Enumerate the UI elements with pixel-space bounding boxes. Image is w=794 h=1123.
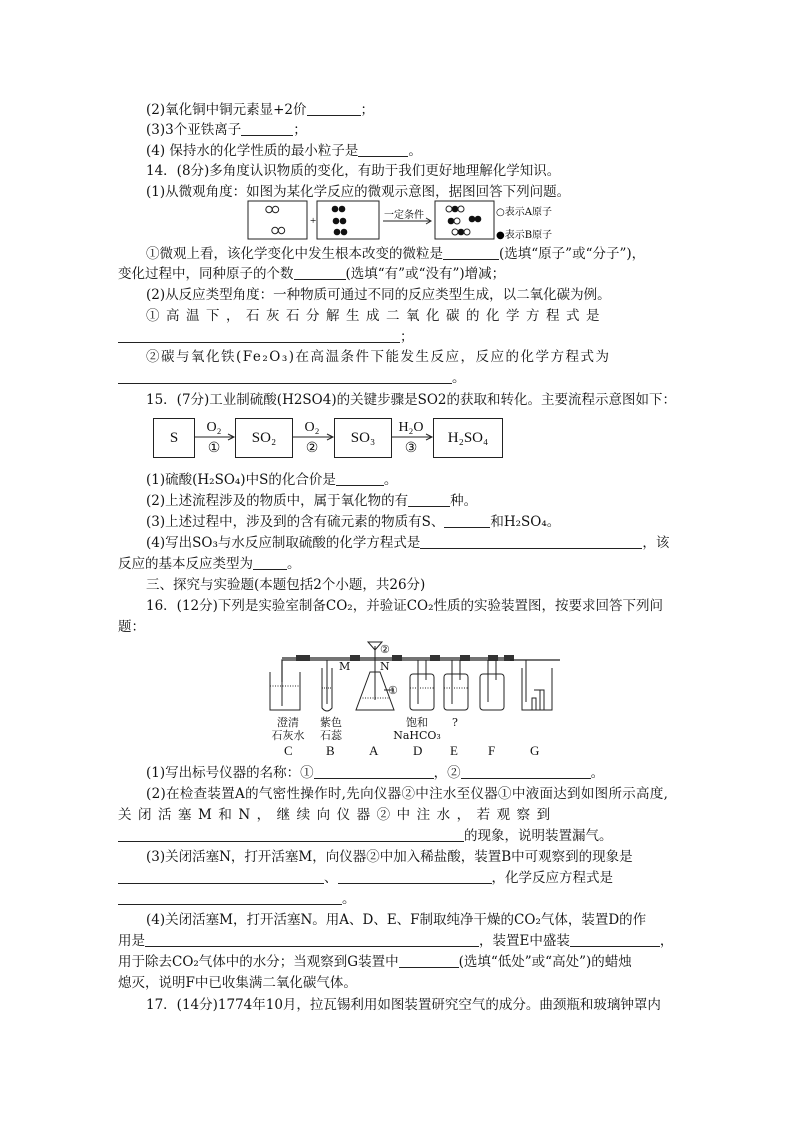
flow-label-step2: ② — [305, 441, 319, 456]
q16-title: 16．(12分)下列是实验室制备CO₂，并验证CO₂性质的实验装置图，按要求回答下列问 — [146, 598, 664, 614]
label-funnel-2: ② — [380, 643, 390, 656]
plus-sign: + — [310, 215, 317, 227]
flow-so2: SO₂ — [235, 418, 293, 458]
legend-b: ●表示B原子 — [496, 230, 553, 241]
letter-f: F — [488, 743, 496, 758]
q15-line1: (1)硫酸(H₂SO₄)中S的化合价是 。 — [146, 472, 398, 488]
q15-title: 15．(7分)工业制硫酸(H2SO4)的关键步骤是SO2的获取和转化。主要流程示意图如下： — [146, 392, 677, 408]
flow-arrows — [0, 0, 794, 480]
letter-b: B — [326, 743, 335, 758]
label-valve-m: M — [339, 660, 351, 673]
q14-line4: ②碳与氧化铁(Fe₂O₃)在高温条件下能发生反应，反应的化学方程式为 — [146, 349, 611, 365]
q16-line1: (1)写出标号仪器的名称：① ，② 。 — [146, 765, 605, 781]
q16-line3: 关闭活塞M和N，继续向仪器②中注水，若观察到 — [118, 807, 557, 823]
q13-line3: (3)3个亚铁离子 ； — [146, 122, 307, 138]
flow-label-h2o: H₂O — [398, 420, 424, 435]
q14-part1: (1)从微观角度：如图为某化学反应的微观示意图，据图回答下列问题。 — [146, 184, 571, 200]
letter-e: E — [450, 743, 458, 758]
q14-title: 14．(8分)多角度认识物质的变化，有助于我们更好地理解化学知识。 — [146, 163, 561, 179]
label-litmus: 紫色 石蕊 — [320, 716, 342, 742]
q15-line4: (4)写出SO₃与水反应制取硫酸的化学方程式是 ，该 — [146, 535, 670, 551]
flow-label-o2-1: O₂ — [206, 420, 222, 435]
q15-line3: (3)上述过程中，涉及到的含有硫元素的物质有S、 和H₂SO₄。 — [146, 514, 561, 530]
q16-line5: (3)关闭活塞N，打开活塞M，向仪器②中加入稀盐酸，装置B中可观察到的现象是 — [146, 849, 633, 865]
flow-h2so4: H₂SO₄ — [433, 418, 503, 458]
q14-blank3: ； — [118, 327, 414, 347]
label-nahco3: 饱和 NaHCO₃ — [393, 716, 441, 742]
q14-part2: (2)从反应类型角度：一种物质可通过不同的反应类型生成，以二氧化碳为例。 — [146, 287, 611, 303]
q15-line5: 反应的基本反应类型为 。 — [118, 556, 301, 572]
q15-line2: (2)上述流程涉及的物质中，属于氧化物的有 种。 — [146, 493, 478, 509]
reaction-condition: 一定条件 — [384, 210, 424, 221]
q16-line2: (2)在检查装置A的气密性操作时,先向仪器②中注水至仪器①中液面达到如图所示高度, — [146, 786, 669, 802]
label-unknown: ? — [452, 716, 458, 729]
flow-label-o2-2: O₂ — [304, 420, 320, 435]
q14-line3: ①高温下，石灰石分解生成二氧化碳的化学方程式是 — [146, 308, 606, 324]
letter-c: C — [284, 743, 293, 758]
label-valve-n: N — [380, 660, 390, 673]
flow-label-step3: ③ — [404, 441, 418, 456]
q16-line11: 熄灭，说明F中已收集满二氧化碳气体。 — [118, 975, 357, 991]
letter-a: A — [369, 743, 379, 758]
q17-title: 17．(14分)1774年10月，拉瓦锡利用如图装置研究空气的成分。曲颈瓶和玻璃钟罩内 — [146, 997, 661, 1013]
label-flask-1: ① — [388, 684, 398, 697]
letter-d: D — [413, 743, 423, 758]
q13-line2: (2)氧化铜中铜元素显+2价 ； — [146, 102, 375, 118]
q14-line1: ①微观上看，该化学变化中发生根本改变的微粒是 (选填“原子”或“分子”)， — [146, 246, 646, 262]
co2-apparatus-diagram — [260, 640, 560, 722]
flow-label-step1: ① — [207, 441, 221, 456]
flow-so3: SO₃ — [334, 418, 392, 458]
legend-a: ○表示A原子 — [496, 207, 552, 218]
q16-line7: 。 — [118, 889, 356, 909]
q16-title-cont: 题： — [118, 619, 145, 635]
q16-line4: 的现象，说明装置漏气。 — [118, 826, 613, 846]
q16-line10: 用于除去CO₂气体中的水分；当观察到G装置中 (选填“低处”或“高处”)的蜡烛 — [118, 954, 632, 970]
q16-line8: (4)关闭活塞M，打开活塞N。用A、D、E、F制取纯净干燥的CO₂气体，装置D的作 — [146, 912, 647, 928]
section-3-heading: 三、探究与实验题(本题包括2个小题，共26分) — [146, 577, 426, 593]
flow-s: S — [153, 418, 195, 458]
q14-line2: 变化过程中，同种原子的个数 (选填“有”或“没有”)增减； — [118, 266, 506, 282]
letter-g: G — [530, 743, 540, 758]
label-limewater: 澄清 石灰水 — [271, 716, 305, 742]
q14-blank4: 。 — [118, 368, 466, 388]
q16-line9: 用是 ，装置E中盛装 ， — [118, 933, 674, 949]
q13-line4: (4) 保持水的化学性质的最小粒子是 。 — [146, 143, 422, 159]
q16-line6: 、 ，化学反应方程式是 — [118, 868, 613, 888]
